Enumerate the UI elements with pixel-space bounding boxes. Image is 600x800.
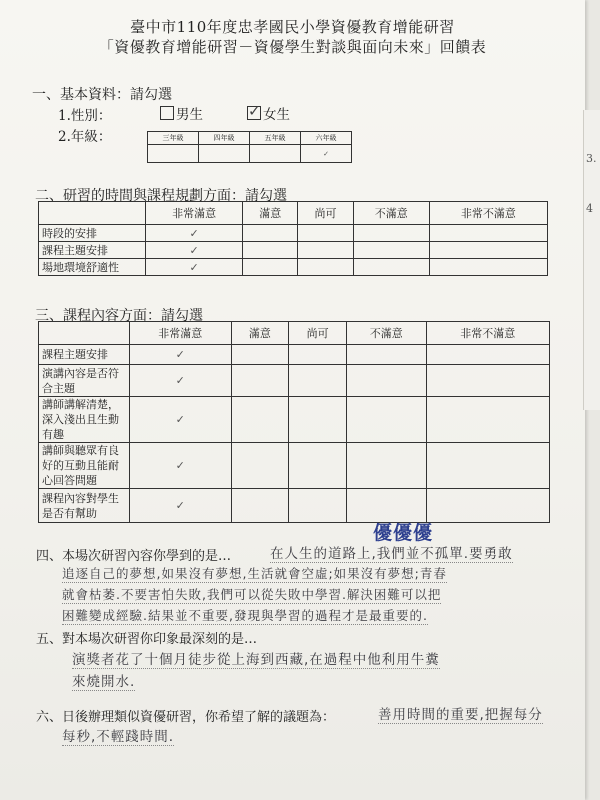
answer-cell[interactable] xyxy=(426,397,549,443)
col-very-unsatisfied: 非常不滿意 xyxy=(426,322,549,345)
grade-table xyxy=(147,131,352,163)
answer-cell[interactable] xyxy=(289,489,347,523)
answer-cell[interactable] xyxy=(243,242,298,259)
col-ok: 尚可 xyxy=(289,322,347,345)
grade-5-cell[interactable] xyxy=(250,145,301,163)
row-label: 講師講解清楚，深入淺出且生動有趣 xyxy=(39,397,130,443)
col-very-unsatisfied: 非常不滿意 xyxy=(429,202,547,225)
gender-label: 1.性別： xyxy=(58,108,112,124)
check-mark-icon: ✓ xyxy=(189,226,199,240)
check-mark-icon: ✓ xyxy=(175,374,185,387)
adjacent-page-edge xyxy=(583,110,600,410)
answer-cell[interactable] xyxy=(429,242,547,259)
section2-heading: 二、研習的時間與課程規劃方面：請勾選 xyxy=(35,188,287,204)
answer-cell[interactable] xyxy=(346,365,426,397)
section3-heading: 三、課程內容方面：請勾選 xyxy=(35,308,203,324)
answer-cell[interactable] xyxy=(146,225,243,242)
grade-label: 2.年級： xyxy=(58,129,112,145)
check-mark-icon: ✓ xyxy=(175,499,185,512)
col-very-satisfied: 非常滿意 xyxy=(130,322,232,345)
form-title-line2: 「資優教育增能研習－資優學生對談與面向未來」回饋表 xyxy=(98,38,487,56)
q6-answer-line-2[interactable]: 每秒,不輕踐時間. xyxy=(62,725,174,746)
col-unsatisfied: 不滿意 xyxy=(346,322,426,345)
col-satisfied: 滿意 xyxy=(231,322,289,345)
answer-cell[interactable] xyxy=(426,443,549,489)
col-ok: 尚可 xyxy=(298,202,353,225)
col-unsatisfied: 不滿意 xyxy=(353,202,429,225)
content-satisfaction-table xyxy=(38,321,550,523)
q6-label: 六、日後辦理類似資優研習，你希望了解的議題為： xyxy=(36,710,336,725)
table-row xyxy=(39,259,548,276)
answer-cell[interactable] xyxy=(426,345,549,365)
answer-cell[interactable] xyxy=(289,365,347,397)
table-row xyxy=(39,489,550,523)
answer-cell[interactable] xyxy=(146,242,243,259)
table-row xyxy=(39,397,550,443)
q6-answer-line-1[interactable]: 善用時間的重要,把握每分 xyxy=(378,703,543,724)
answer-cell[interactable] xyxy=(353,259,429,276)
table-row xyxy=(39,242,548,259)
table-row xyxy=(39,345,550,365)
answer-cell[interactable] xyxy=(231,489,289,523)
check-mark-icon: ✓ xyxy=(248,102,261,120)
answer-cell[interactable] xyxy=(146,259,243,276)
answer-cell[interactable] xyxy=(231,365,289,397)
row-label: 演講內容是否符合主題 xyxy=(39,365,130,397)
col-satisfied: 滿意 xyxy=(243,202,298,225)
checkbox-male[interactable] xyxy=(160,106,174,120)
grade-6: 六年級 xyxy=(301,132,352,145)
answer-cell[interactable] xyxy=(243,259,298,276)
schedule-satisfaction-table xyxy=(38,201,548,276)
col-very-satisfied: 非常滿意 xyxy=(146,202,243,225)
answer-cell[interactable] xyxy=(289,443,347,489)
edge-mark: 3. xyxy=(586,152,597,165)
answer-cell[interactable] xyxy=(346,443,426,489)
col-header-blank xyxy=(39,202,146,225)
q4-answer-line-1[interactable]: 在人生的道路上,我們並不孤單.要勇敢 xyxy=(270,542,513,563)
answer-cell[interactable] xyxy=(298,259,353,276)
answer-cell[interactable] xyxy=(298,242,353,259)
answer-cell[interactable] xyxy=(289,345,347,365)
row-label: 課程主題安排 xyxy=(39,345,130,365)
answer-cell[interactable] xyxy=(353,225,429,242)
check-mark-icon: ✓ xyxy=(175,348,185,361)
excellent-stamp: 優優優 xyxy=(373,522,434,544)
answer-cell[interactable] xyxy=(130,365,232,397)
q5-answer-line-1[interactable]: 演獎者花了十個月徒步從上海到西藏,在過程中他利用牛糞 xyxy=(72,648,440,669)
row-label: 時段的安排 xyxy=(39,225,146,242)
grade-6-cell[interactable] xyxy=(301,145,352,163)
check-mark-icon: ✓ xyxy=(175,459,185,472)
answer-cell[interactable] xyxy=(130,489,232,523)
col-header-blank xyxy=(39,322,130,345)
answer-cell[interactable] xyxy=(243,225,298,242)
q5-label: 五、對本場次研習你印象最深刻的是… xyxy=(36,632,258,647)
gender-option-male[interactable]: 男生 xyxy=(160,103,203,123)
answer-cell[interactable] xyxy=(231,397,289,443)
grade-5: 五年級 xyxy=(250,132,301,145)
check-mark-icon: ✓ xyxy=(189,260,199,274)
check-mark-icon: ✓ xyxy=(323,149,329,158)
q4-label: 四、本場次研習內容你學到的是… xyxy=(36,549,232,564)
answer-cell[interactable] xyxy=(426,365,549,397)
answer-cell[interactable] xyxy=(130,397,232,443)
q5-answer-line-2[interactable]: 來燒開水. xyxy=(72,670,135,691)
answer-cell[interactable] xyxy=(346,397,426,443)
grade-3-cell[interactable] xyxy=(148,145,199,163)
row-label: 課程主題安排 xyxy=(39,242,146,259)
grade-3: 三年級 xyxy=(148,132,199,145)
row-label: 課程內容對學生是否有幫助 xyxy=(39,489,130,523)
answer-cell[interactable] xyxy=(231,345,289,365)
answer-cell[interactable] xyxy=(298,225,353,242)
gender-option-female[interactable]: ✓ 女生 xyxy=(248,102,290,123)
q4-answer-line-4[interactable]: 困難變成經驗.結果並不重要,發現與學習的過程才是最重要的. xyxy=(62,608,428,623)
table-row xyxy=(39,443,550,489)
check-mark-icon: ✓ xyxy=(175,413,185,426)
answer-cell[interactable] xyxy=(130,443,232,489)
q4-answer-line-3[interactable]: 就會枯萎.不要害怕失敗,我們可以從失敗中學習.解決困難可以把 xyxy=(62,587,442,602)
answer-cell[interactable] xyxy=(289,397,347,443)
check-mark-icon: ✓ xyxy=(189,243,199,257)
grade-4: 四年級 xyxy=(199,132,250,145)
answer-cell[interactable] xyxy=(231,443,289,489)
form-title-line1: 臺中市110年度忠孝國民小學資優教育增能研習 xyxy=(130,18,455,36)
q4-answer-line-2[interactable]: 追逐自己的夢想,如果沒有夢想,生活就會空虛;如果沒有夢想;青春 xyxy=(62,566,447,581)
answer-cell[interactable] xyxy=(130,345,232,365)
table-row xyxy=(39,225,548,242)
answer-cell[interactable] xyxy=(346,345,426,365)
answer-cell[interactable] xyxy=(429,259,547,276)
row-label: 講師與聽眾有良好的互動且能耐心回答問題 xyxy=(39,443,130,489)
checkbox-female[interactable] xyxy=(247,102,261,120)
answer-cell[interactable] xyxy=(426,489,549,523)
edge-mark: 4 xyxy=(586,202,593,215)
section1-heading: 一、基本資料：請勾選 xyxy=(32,87,172,103)
answer-cell[interactable] xyxy=(353,242,429,259)
grade-4-cell[interactable] xyxy=(199,145,250,163)
table-row xyxy=(39,365,550,397)
row-label: 場地環境舒適性 xyxy=(39,259,146,276)
answer-cell[interactable] xyxy=(429,225,547,242)
